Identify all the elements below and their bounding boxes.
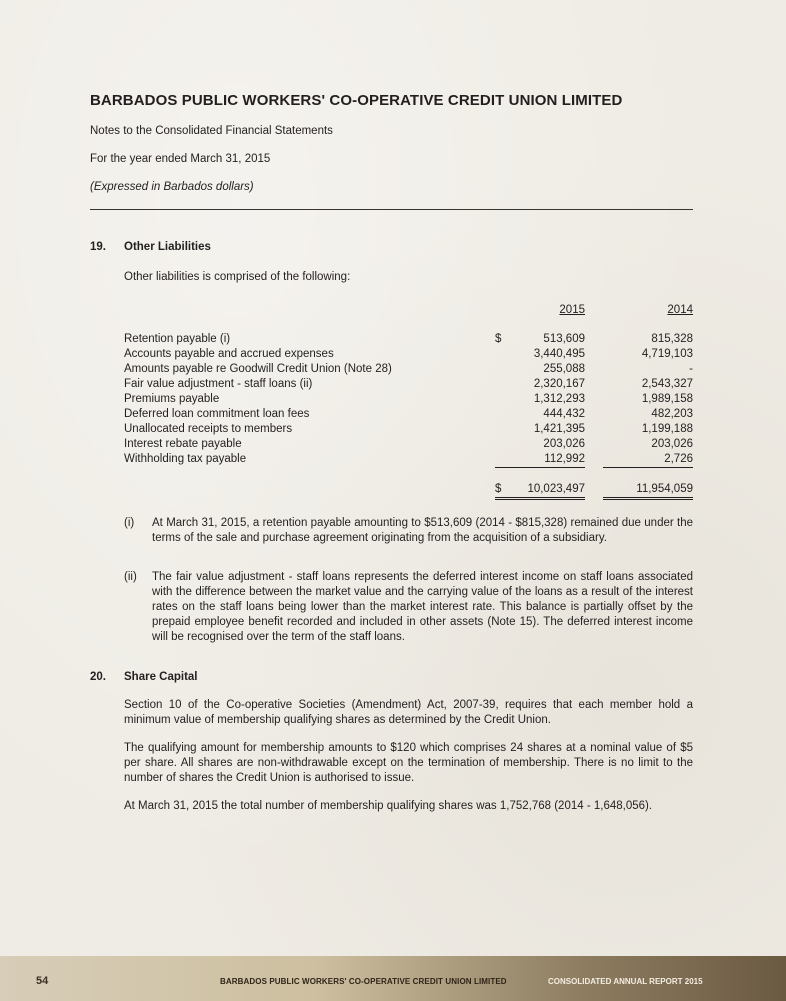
section-19-intro: Other liabilities is comprised of the following: bbox=[124, 271, 351, 283]
note-i-marker: (i) bbox=[124, 517, 135, 529]
note-ii bbox=[124, 570, 693, 645]
row-label: Amounts payable re Goodwill Credit Union (Note 28) bbox=[124, 363, 392, 375]
value-2015: 2,320,167 bbox=[533, 378, 585, 390]
currency-symbol: $ bbox=[495, 333, 502, 345]
value-2014: 203,026 bbox=[651, 438, 693, 450]
organization-title: BARBADOS PUBLIC WORKERS' CO-OPERATIVE CREDIT UNION LIMITED bbox=[90, 92, 623, 109]
row-label: Unallocated receipts to members bbox=[124, 423, 293, 435]
section-20-title: Share Capital bbox=[124, 671, 198, 683]
currency-symbol: $ bbox=[495, 483, 502, 495]
row-label: Fair value adjustment - staff loans (ii) bbox=[124, 378, 313, 390]
section-19-number: 19. bbox=[90, 241, 106, 253]
note-ii-marker: (ii) bbox=[124, 571, 137, 583]
value-2014: 1,989,158 bbox=[641, 393, 693, 405]
table-row bbox=[124, 452, 693, 467]
total-2014: 11,954,059 bbox=[603, 482, 693, 500]
section-20-paragraph-2: The qualifying amount for membership amounts to $120 which comprises 24 shares at a nominal value of $5 per share. All shares are non-withdrawable except on the termination of membership. There is no limit to the number of shares the Credit Union is authorised to issue. bbox=[124, 742, 693, 784]
notes-title: Notes to the Consolidated Financial Statements bbox=[90, 125, 333, 137]
value-2014: - bbox=[689, 363, 693, 375]
section-20-paragraph-3: At March 31, 2015 the total number of membership qualifying shares was 1,752,768 (2014 - 1,648,056). bbox=[124, 800, 653, 812]
value-2015: 3,440,495 bbox=[533, 348, 585, 360]
value-2015: 513,609 bbox=[543, 333, 585, 345]
value-2015: 255,088 bbox=[543, 363, 585, 375]
page-number: 54 bbox=[36, 975, 49, 987]
column-header-2015: 2015 bbox=[559, 304, 585, 316]
table-row bbox=[124, 392, 693, 407]
footer-organization-name: BARBADOS PUBLIC WORKERS' CO-OPERATIVE CREDIT UNION LIMITED bbox=[220, 977, 507, 986]
row-label: Premiums payable bbox=[124, 393, 220, 405]
row-label: Interest rebate payable bbox=[124, 438, 242, 450]
table-row bbox=[124, 407, 693, 422]
value-2015: 1,421,395 bbox=[533, 423, 585, 435]
reporting-period: For the year ended March 31, 2015 bbox=[90, 153, 271, 165]
value-2014: 2,726 bbox=[603, 452, 693, 468]
note-i-text: At March 31, 2015, a retention payable amounting to $513,609 (2014 - $815,328) remained due under the terms of the sale and purchase agreement originating from the acquisition of a subsidiary. bbox=[152, 517, 693, 544]
value-2014: 1,199,188 bbox=[641, 423, 693, 435]
value-2014: 482,203 bbox=[651, 408, 693, 420]
currency-note: (Expressed in Barbados dollars) bbox=[90, 181, 254, 193]
table-row bbox=[124, 377, 693, 392]
row-label: Deferred loan commitment loan fees bbox=[124, 408, 310, 420]
table-row bbox=[124, 332, 693, 347]
column-header-2014: 2014 bbox=[667, 304, 693, 316]
footer-report-name: CONSOLIDATED ANNUAL REPORT 2015 bbox=[548, 977, 703, 986]
total-2015: 10,023,497 bbox=[495, 482, 585, 500]
section-19-title: Other Liabilities bbox=[124, 241, 211, 253]
value-2015: 203,026 bbox=[543, 438, 585, 450]
section-20-number: 20. bbox=[90, 671, 106, 683]
value-2015: 112,992 bbox=[495, 452, 585, 468]
other-liabilities-table bbox=[124, 332, 693, 467]
row-label: Accounts payable and accrued expenses bbox=[124, 348, 334, 360]
table-row bbox=[124, 347, 693, 362]
section-20-paragraph-1: Section 10 of the Co-operative Societies (Amendment) Act, 2007-39, requires that each member hold a minimum value of membership qualifying shares as determined by the Credit Union. bbox=[124, 699, 693, 726]
header-divider bbox=[90, 209, 693, 210]
note-i bbox=[124, 516, 693, 546]
note-ii-text: The fair value adjustment - staff loans represents the deferred interest income on staff loans associated with the difference between the market value and the carrying value of the loans as a result of the interest rates on the staff loans being lower than the market interest rate. This balance is partially offset by the prepaid employee benefit recorded and included in other assets (Note 15). The deferred interest income will be recognised over the term of the staff loans. bbox=[152, 571, 693, 643]
value-2014: 2,543,327 bbox=[641, 378, 693, 390]
total-row bbox=[124, 482, 693, 498]
table-row bbox=[124, 362, 693, 377]
value-2015: 444,432 bbox=[543, 408, 585, 420]
value-2015: 1,312,293 bbox=[533, 393, 585, 405]
value-2014: 4,719,103 bbox=[641, 348, 693, 360]
row-label: Withholding tax payable bbox=[124, 453, 247, 465]
value-2014: 815,328 bbox=[651, 333, 693, 345]
table-row bbox=[124, 437, 693, 452]
table-row bbox=[124, 422, 693, 437]
row-label: Retention payable (i) bbox=[124, 333, 231, 345]
